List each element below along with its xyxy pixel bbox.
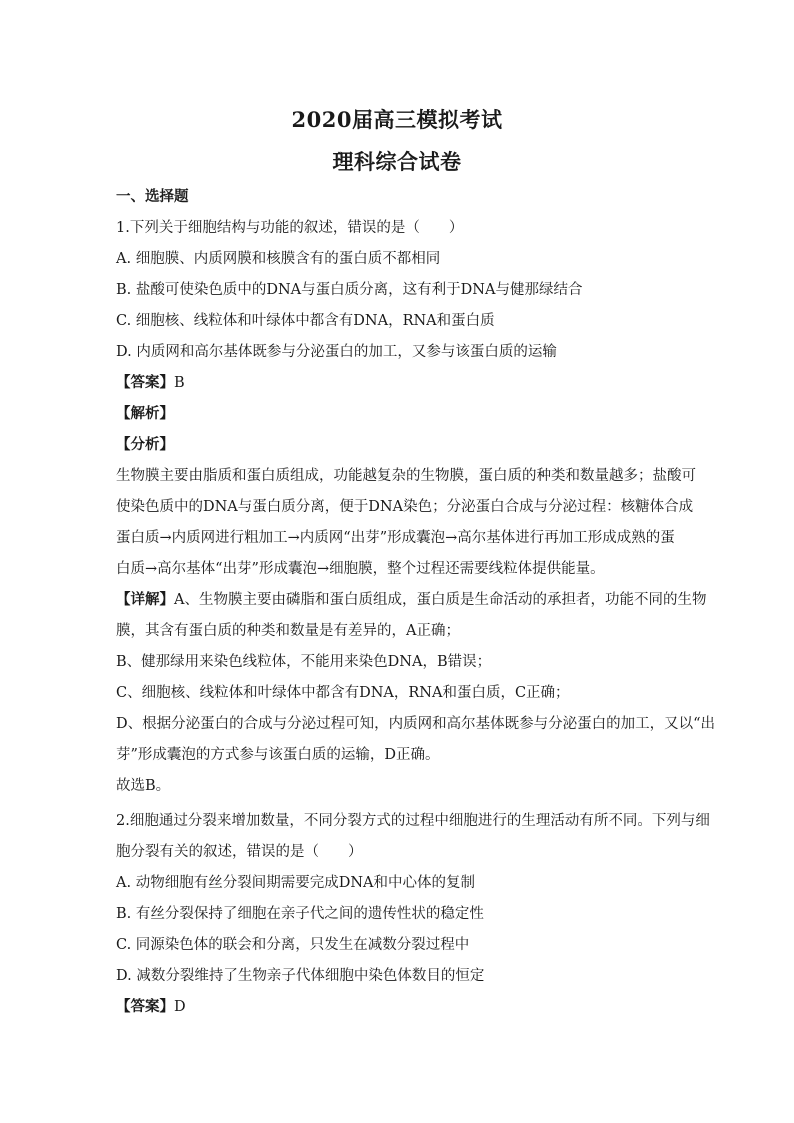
q1-fenxi-line: 生物膜主要由脂质和蛋白质组成，功能越复杂的生物膜，蛋白质的种类和数量越多；盐酸可 — [116, 468, 696, 484]
q1-option-b: B. 盐酸可使染色质中的DNA与蛋白质分离，这有利于DNA与健那绿结合 — [116, 282, 583, 298]
q1-detail-line: 膜，其含有蛋白质的种类和数量是有差异的，A正确； — [116, 623, 460, 639]
q1-answer — [116, 373, 185, 393]
q1-analysis-label: 【解析】 — [116, 405, 174, 422]
q1-fenxi-line: 白质→高尔基体“出芽”形成囊泡→细胞膜，整个过程还需要线粒体提供能量。 — [116, 561, 605, 577]
q2-answer-value: D — [174, 999, 186, 1015]
q1-detail-line: D、根据分泌蛋白的合成与分泌过程可知，内质网和高尔基体既参与分泌蛋白的加工，又以“出 — [116, 716, 716, 732]
q1-detail-line: 芽”形成囊泡的方式参与该蛋白质的运输，D正确。 — [116, 747, 440, 763]
q1-stem: 1.下列关于细胞结构与功能的叙述，错误的是（ ） — [116, 220, 464, 236]
q1-detail-conclusion: 故选B。 — [116, 778, 171, 794]
q2-option-c: C. 同源染色体的联会和分离，只发生在减数分裂过程中 — [116, 937, 470, 953]
q1-detail-text: A、生物膜主要由磷脂和蛋白质组成，蛋白质是生命活动的承担者，功能不同的生物 — [174, 592, 707, 608]
q1-option-a: A. 细胞膜、内质网膜和核膜含有的蛋白质不都相同 — [116, 251, 441, 267]
q2-answer-label: 【答案】 — [116, 998, 174, 1015]
q1-detail-line: C、细胞核、线粒体和叶绿体中都含有DNA，RNA和蛋白质，C正确； — [116, 685, 570, 701]
q1-detail-line: B、健那绿用来染色线粒体，不能用来染色DNA，B错误； — [116, 654, 492, 670]
q2-stem-line: 胞分裂有关的叙述，错误的是（ ） — [116, 844, 363, 860]
q2-option-b: B. 有丝分裂保持了细胞在亲子代之间的遗传性状的稳定性 — [116, 906, 484, 922]
q1-fenxi-line: 使染色质中的DNA与蛋白质分离，便于DNA染色；分泌蛋白合成与分泌过程：核糖体合成 — [116, 499, 694, 515]
q1-answer-label: 【答案】 — [116, 374, 174, 391]
q2-option-a: A. 动物细胞有丝分裂间期需要完成DNA和中心体的复制 — [116, 875, 475, 891]
section-heading: 一、选择题 — [116, 188, 189, 205]
exam-subtitle: 理科综合试卷 — [332, 149, 462, 174]
q1-fenxi-line: 蛋白质→内质网进行粗加工→内质网“出芽”形成囊泡→高尔基体进行再加工形成成熟的蛋 — [116, 530, 675, 546]
q1-option-c: C. 细胞核、线粒体和叶绿体中都含有DNA，RNA和蛋白质 — [116, 313, 495, 329]
q2-answer — [116, 997, 186, 1017]
q1-detail-first — [116, 590, 706, 610]
q1-fenxi-label: 【分析】 — [116, 436, 174, 453]
q1-option-d: D. 内质网和高尔基体既参与分泌蛋白的加工，又参与该蛋白质的运输 — [116, 344, 557, 360]
exam-title: 2020届高三模拟考试 — [291, 107, 503, 132]
q1-answer-value: B — [174, 375, 185, 391]
q2-option-d: D. 减数分裂维持了生物亲子代体细胞中染色体数目的恒定 — [116, 968, 485, 984]
q1-detail-label: 【详解】 — [116, 591, 174, 608]
q2-stem-line: 2.细胞通过分裂来增加数量，不同分裂方式的过程中细胞进行的生理活动有所不同。下列与细 — [116, 813, 710, 829]
